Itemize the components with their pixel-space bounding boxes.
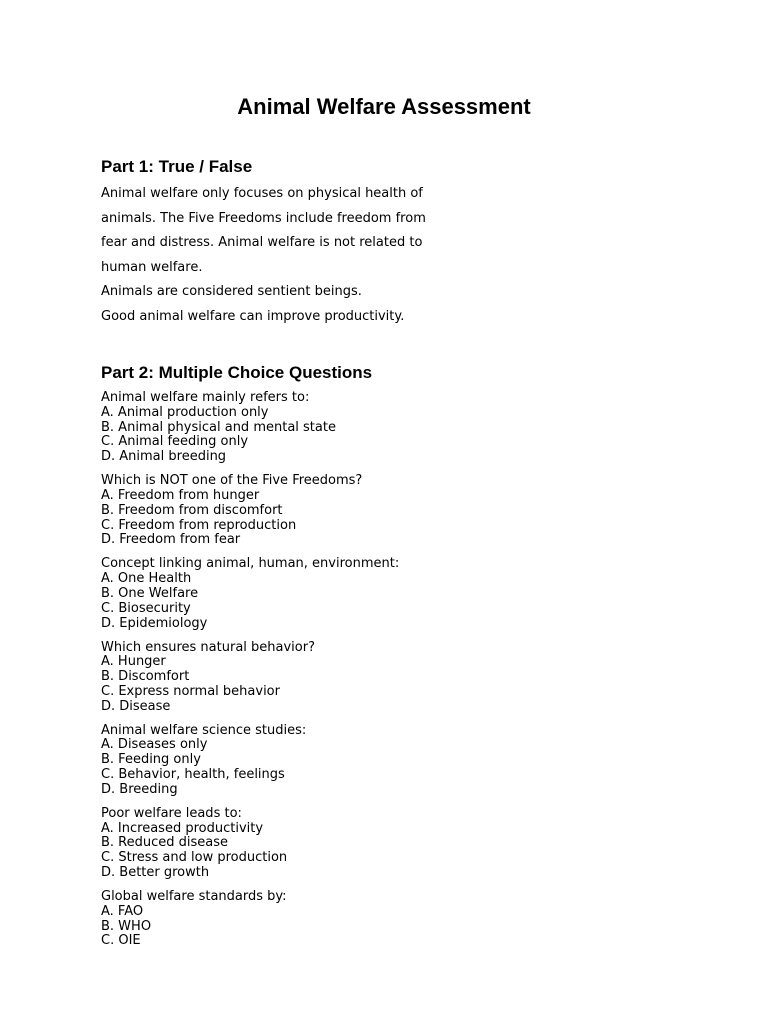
question-stem: Which ensures natural behavior? [101, 639, 315, 655]
question-block [101, 724, 461, 798]
answer-option: C. Freedom from reproduction [101, 517, 297, 533]
answer-option: D. Better growth [101, 865, 210, 881]
answer-option: C. OIE [101, 933, 141, 949]
document-title: Animal Welfare Assessment [237, 94, 531, 119]
question-stem: Animal welfare science studies: [101, 722, 307, 738]
answer-option: D. Breeding [101, 781, 178, 797]
answer-option: C. Animal feeding only [101, 434, 249, 450]
part1-statements [101, 182, 441, 329]
question-block [101, 391, 461, 465]
part2-heading: Part 2: Multiple Choice Questions [101, 363, 373, 382]
answer-option: C. Biosecurity [101, 600, 191, 616]
answer-option: B. Freedom from discomfort [101, 502, 283, 518]
answer-option: A. Diseases only [101, 737, 208, 753]
answer-option: A. Animal production only [101, 404, 269, 420]
answer-option: B. Animal physical and mental state [101, 419, 336, 435]
answer-option: A. One Health [101, 571, 192, 587]
question-stem: Animal welfare mainly refers to: [101, 390, 310, 405]
answer-option: D. Freedom from fear [101, 532, 241, 548]
question-block [101, 807, 461, 881]
question-block [101, 557, 461, 631]
question-stem: Concept linking animal, human, environment: [101, 556, 400, 572]
answer-option: B. Discomfort [101, 669, 190, 685]
answer-option: B. Feeding only [101, 752, 201, 768]
answer-option: C. Stress and low production [101, 850, 288, 866]
answer-option: D. Animal breeding [101, 449, 227, 465]
answer-option: B. One Welfare [101, 585, 199, 601]
question-stem: Poor welfare leads to: [101, 805, 242, 821]
answer-option: A. FAO [101, 903, 144, 919]
answer-option: B. WHO [101, 918, 152, 934]
question-block [101, 890, 461, 949]
question-stem: Which is NOT one of the Five Freedoms? [101, 473, 363, 489]
answer-option: A. Increased productivity [101, 820, 264, 836]
answer-option: D. Disease [101, 698, 171, 714]
part1-paragraph: Animal welfare only focuses on physical health of animals. The Five Freedoms include freedom from fear and distress. Animal welfare is not related to human welfare. [101, 186, 426, 275]
question-stem: Global welfare standards by: [101, 889, 287, 905]
mcq-list [101, 391, 461, 958]
answer-option: D. Epidemiology [101, 615, 208, 631]
part1-heading: Part 1: True / False [101, 157, 253, 176]
question-block [101, 474, 461, 548]
answer-option: A. Freedom from hunger [101, 487, 260, 503]
question-block [101, 641, 461, 715]
part1-paragraph: Good animal welfare can improve productivity. [101, 308, 405, 324]
answer-option: C. Express normal behavior [101, 683, 280, 699]
answer-option: A. Hunger [101, 654, 166, 670]
answer-option: B. Reduced disease [101, 835, 229, 851]
part1-paragraph: Animals are considered sentient beings. [101, 284, 362, 299]
answer-option: C. Behavior, health, feelings [101, 767, 285, 783]
